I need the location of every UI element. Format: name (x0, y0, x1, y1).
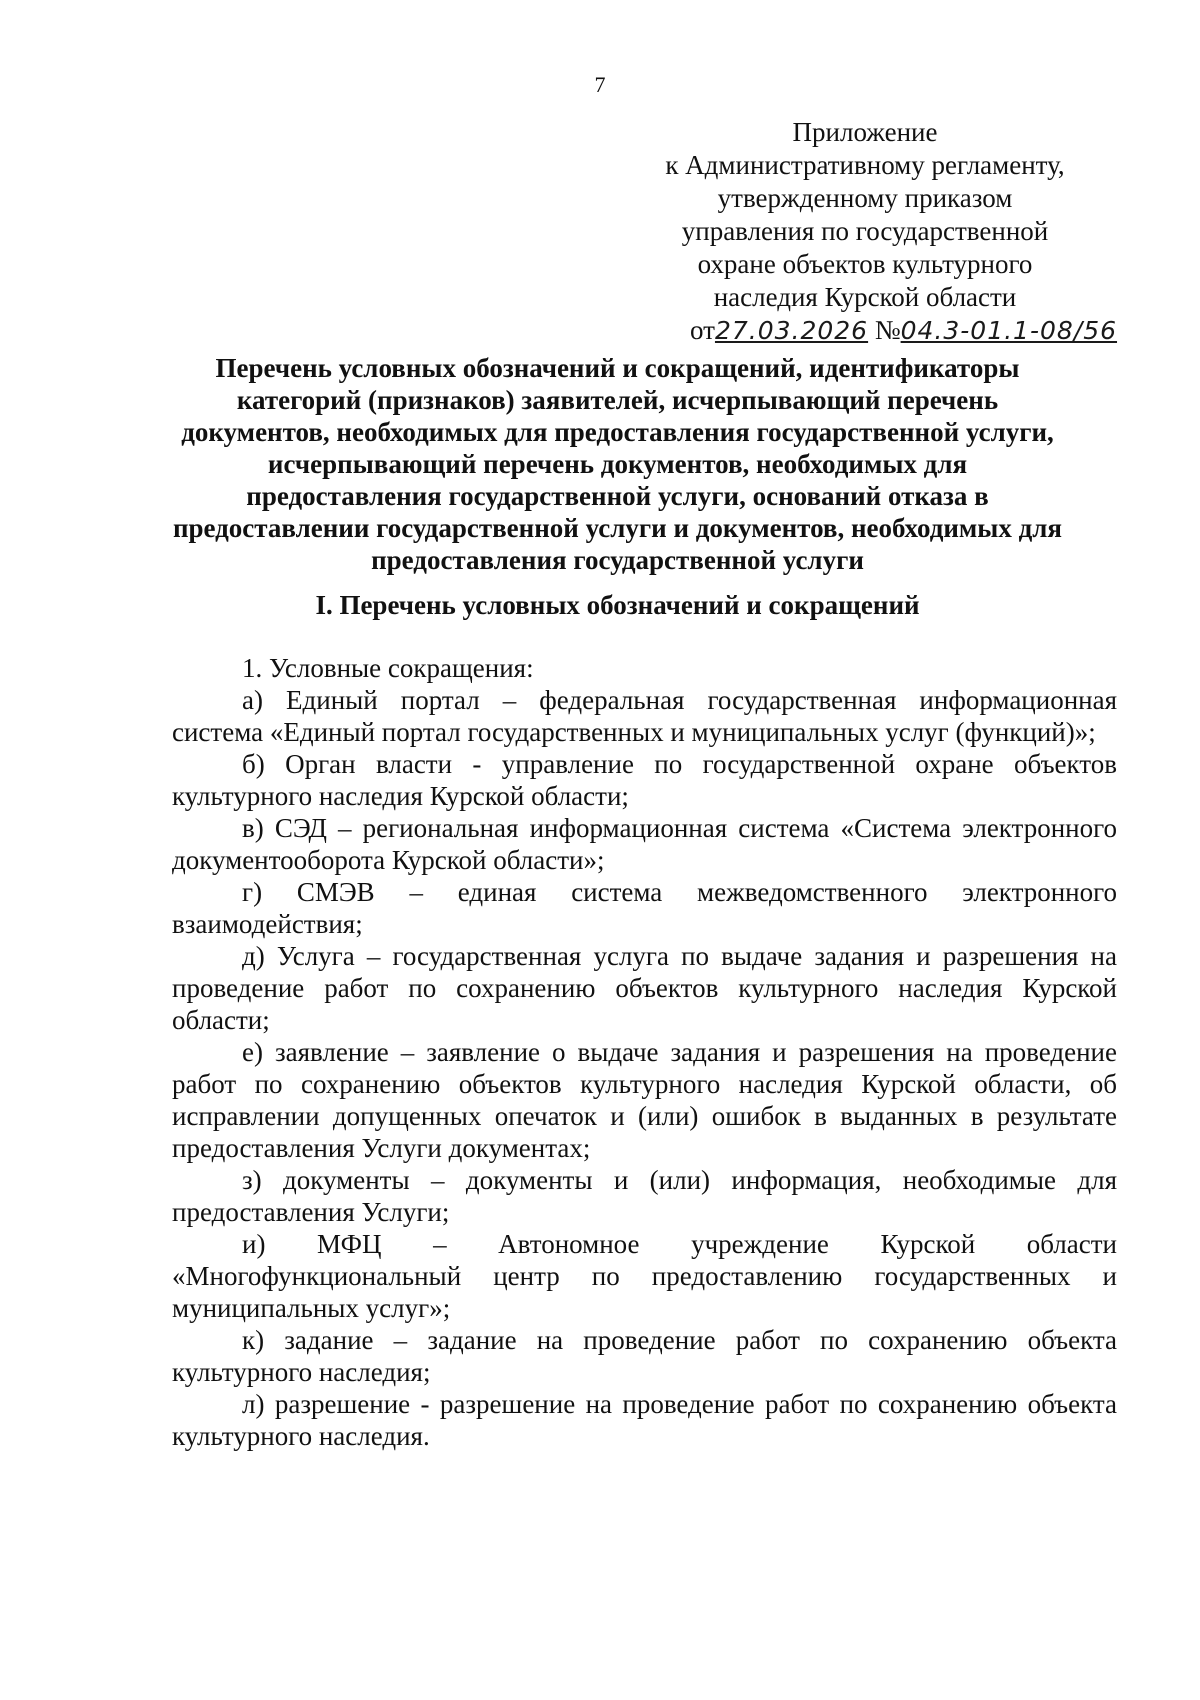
title-line: исчерпывающий перечень документов, необходимых для (267, 449, 968, 479)
list-item: л) разрешение - разрешение на проведение работ по сохранению объекта культурного наследия. (172, 1389, 1117, 1451)
list-item: е) заявление – заявление о выдаче задания и разрешения на проведение работ по сохранению объектов культурного наследия Курской области, об исправлении допущенных опечаток и (или) ошибок в выданных в результате предоставления Услуги документах; (172, 1037, 1117, 1163)
appendix-line: охране объектов культурного (697, 249, 1033, 279)
title-line: категорий (признаков) заявителей, исчерпывающий перечень (236, 385, 999, 415)
list-intro: 1. Условные сокращения: (242, 653, 534, 683)
page-number: 7 (594, 72, 606, 97)
list-item: г) СМЭВ – единая система межведомственного электронного взаимодействия; (172, 877, 1117, 939)
list-item: в) СЭД – региональная информационная система «Система электронного документооборота Курской области»; (172, 813, 1117, 875)
title-line: предоставления государственной услуги, оснований отказа в (246, 481, 989, 511)
appendix-block (630, 116, 1118, 347)
title-line: предоставлении государственной услуги и документов, необходимых для (172, 513, 1063, 543)
title-line: документов, необходимых для предоставления государственной услуги, (181, 417, 1054, 447)
abbreviations-list (172, 652, 1117, 1452)
number-prefix: № (874, 315, 901, 345)
handwritten-number: 04.3-01.1-08/56 (900, 316, 1118, 345)
list-item: и) МФЦ – Автономное учреждение Курской области «Многофункциональный центр по предоставлению государственных и муниципальных услуг»; (172, 1229, 1117, 1323)
appendix-line: наследия Курской области (713, 282, 1017, 312)
list-item: б) Орган власти - управление по государственной охране объектов культурного наследия Курской области; (172, 749, 1117, 811)
list-item: д) Услуга – государственная услуга по выдаче задания и разрешения на проведение работ по сохранению объектов культурного наследия Курской области; (172, 941, 1117, 1035)
date-prefix: от (690, 315, 715, 345)
list-item: к) задание – задание на проведение работ по сохранению объекта культурного наследия; (172, 1325, 1117, 1387)
appendix-line: утвержденному приказом (717, 183, 1013, 213)
appendix-line: Приложение (792, 117, 938, 147)
document-title (160, 352, 1075, 576)
title-line: Перечень условных обозначений и сокращений, идентификаторы (215, 353, 1020, 383)
section-heading: I. Перечень условных обозначений и сокращений (315, 590, 920, 620)
list-item: з) документы – документы и (или) информация, необходимые для предоставления Услуги; (172, 1165, 1117, 1227)
appendix-line: управления по государственной (681, 216, 1049, 246)
appendix-line: к Административному регламенту, (665, 150, 1065, 180)
title-line: предоставления государственной услуги (371, 545, 864, 575)
list-item: а) Единый портал – федеральная государственная информационная система «Единый портал государственных и муниципальных услуг (функций)»; (172, 685, 1117, 747)
handwritten-date: 27.03.2026 (714, 316, 869, 345)
appendix-date-line (630, 314, 1118, 347)
